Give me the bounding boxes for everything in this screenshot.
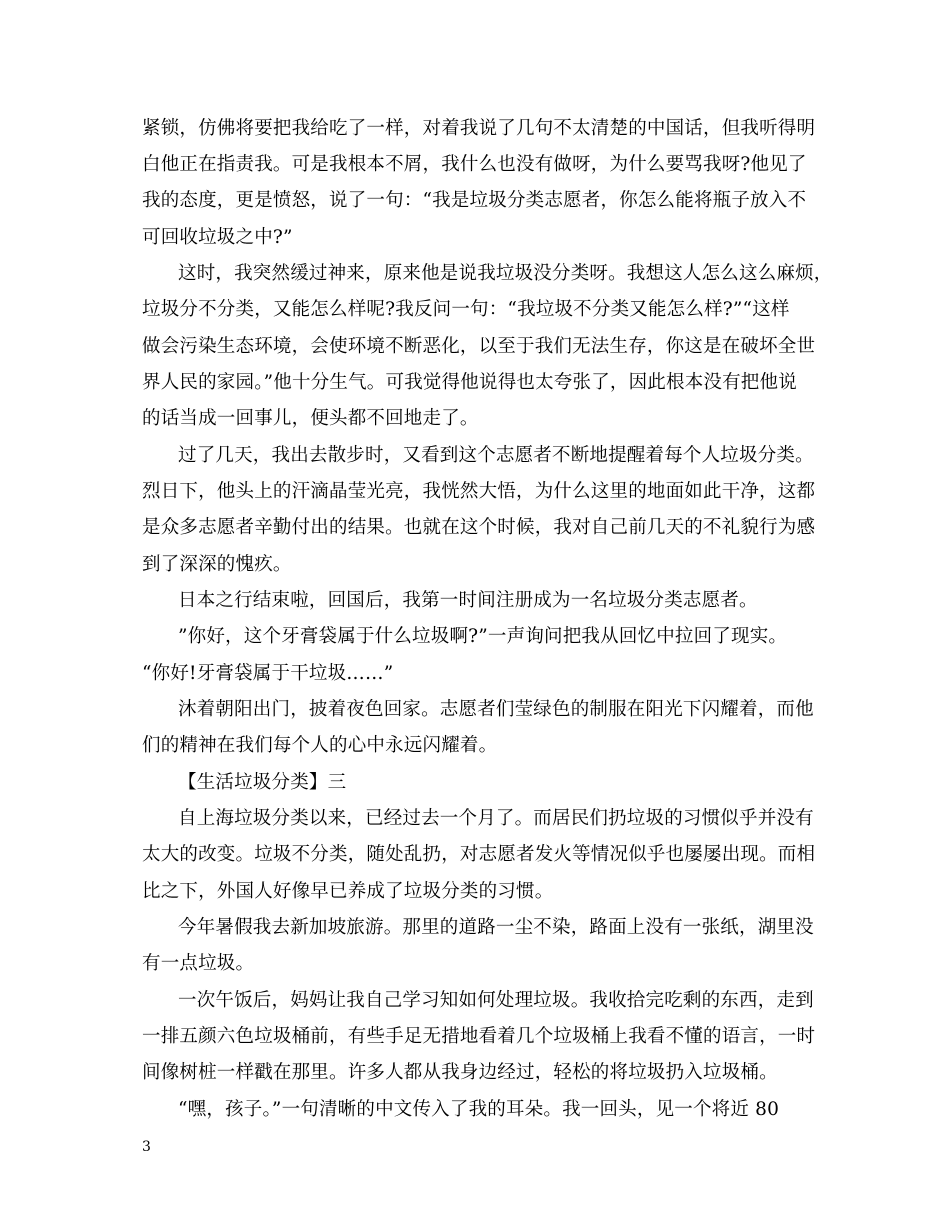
- text-line: 一次午饭后，妈妈让我自己学习知如何处理垃圾。我收拾完吃剩的东西，走到: [178, 990, 814, 1011]
- text-line: 垃圾分不分类，又能怎么样呢?我反问一句：“我垃圾不分类又能怎么样?”“这样: [142, 299, 790, 320]
- text-line: 一排五颜六色垃圾桶前，有些手足无措地看着几个垃圾桶上我看不懂的语言，一时: [142, 1026, 816, 1047]
- text-line: 间像树桩一样戳在那里。许多人都从我身边经过，轻松的将垃圾扔入垃圾桶。: [142, 1062, 778, 1083]
- text-line: 做会污染生态环境，会使环境不断恶化，以至于我们无法生存，你这是在破坏全世: [142, 336, 816, 357]
- text-line: 们的精神在我们每个人的心中永远闪耀着。: [142, 735, 498, 756]
- text-line: 太大的改变。垃圾不分类，随处乱扔，对志愿者发火等情况似乎也屡屡出现。而相: [142, 844, 816, 865]
- text-line: 烈日下，他头上的汗滴晶莹光亮，我恍然大悟，为什么这里的地面如此干净，这都: [142, 481, 816, 502]
- text-line: 是众多志愿者辛勤付出的结果。也就在这个时候，我对自己前几天的不礼貌行为感: [142, 517, 816, 538]
- text-line: 的话当成一回事儿，便头都不回地走了。: [142, 408, 479, 429]
- text-line: 沐着朝阳出门，披着夜色回家。志愿者们莹绿色的制服在阳光下闪耀着，而他: [178, 699, 814, 720]
- text-line: 紧锁，仿佛将要把我给吃了一样，对着我说了几句不太清楚的中国话，但我听得明: [142, 118, 816, 139]
- text-line: 日本之行结束啦，回国后，我第一时间注册成为一名垃圾分类志愿者。: [178, 590, 758, 611]
- text-line: 可回收垃圾之中?”: [142, 227, 293, 248]
- text-line: “你好!牙膏袋属于干垃圾……”: [142, 663, 394, 684]
- text-line: 这时，我突然缓过神来，原来他是说我垃圾没分类呀。我想这人怎么这么麻烦，: [178, 263, 833, 284]
- text-line: 到了深深的愧疚。: [142, 554, 292, 575]
- text-line: 今年暑假我去新加坡旅游。那里的道路一尘不染，路面上没有一张纸，湖里没: [178, 917, 814, 938]
- section-heading: 【生活垃圾分类】三: [178, 772, 347, 793]
- text-line: 有一点垃圾。: [142, 953, 255, 974]
- text-line: 过了几天，我出去散步时，又看到这个志愿者不断地提醒着每个人垃圾分类。: [178, 445, 814, 466]
- text-line: 白他正在指责我。可是我根本不屑，我什么也没有做呀，为什么要骂我呀?他见了: [142, 154, 807, 175]
- text-line: 我的态度，更是愤怒，说了一句：“我是垃圾分类志愿者，你怎么能将瓶子放入不: [142, 190, 807, 211]
- text-line: “嘿，孩子。”一句清晰的中文传入了我的耳朵。我一回头，见一个将近 80: [178, 1099, 780, 1120]
- text-line: ”你好，这个牙膏袋属于什么垃圾啊?”一声询问把我从回忆中拉回了现实。: [178, 626, 788, 647]
- page-number: 3: [142, 1139, 151, 1155]
- text-line: 界人民的家园。”他十分生气。可我觉得他说得也太夸张了，因此根本没有把他说: [142, 372, 797, 393]
- text-line: 自上海垃圾分类以来，已经过去一个月了。而居民们扔垃圾的习惯似乎并没有: [178, 808, 814, 829]
- text-line: 比之下，外国人好像早已养成了垃圾分类的习惯。: [142, 881, 554, 902]
